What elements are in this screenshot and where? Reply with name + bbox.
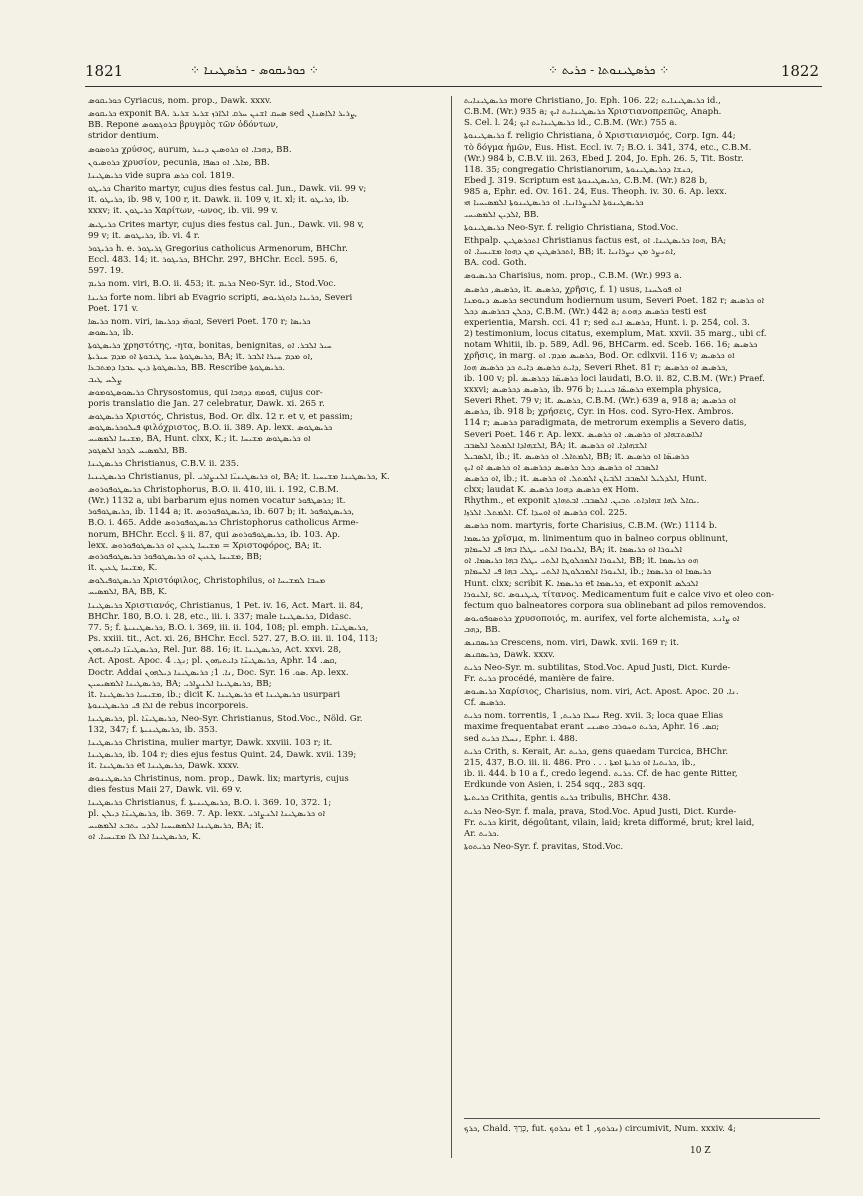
entry-line: ܟܪܝܣܛܝܢܐ Christianus, f. ܟܪܝܣܛܝܢܝܬܐ, B.O. i. 369. 10, 372. 1; (88, 798, 332, 809)
entry-line: ܟܪܝܛܝܣ Crites martyr, cujus dies festus cal. Jun., Dawk. vii. 98 v, (88, 219, 365, 230)
dictionary-entry (88, 341, 443, 386)
entry-line: 985 a, Ephr. ed. Ov. 161. 24, Eus. Theoph. iv. 30. 6. Ap. lexx. (464, 187, 727, 198)
dictionary-entry (464, 96, 819, 129)
entry-line: ܡܫܝܚܐ ܛܥܝܢ ܐܘ ܟܪܝܣܛܘܦܘܪ ܟܪܝܣܛܘܦܘܪܘܣ, BB; (88, 551, 262, 562)
dictionary-entry (88, 184, 443, 217)
dictionary-entry (464, 807, 819, 840)
entry-line: ܟܪܝܣܩܢܣ, Dawk. xxxv. (464, 649, 555, 660)
entry-line: ܟܪܝܣܛܝܢ̈ܐ ܕܐܝܬܝܗܘܢ, Rel. Jur. 88. 16; it. ܟܪܝܣܛܝܢܐ, Act. xxvi. 28, (88, 645, 342, 656)
dictionary-entry (464, 793, 819, 804)
dictionary-entry (464, 614, 819, 636)
entry-line: pl. ܟܪܝܣܛܝܢ̈ܐ ܕܝܠܢ, ib. 369. 7. Ap. lexx. ܐܘ ܟܪܝܣܛܝܢܐ ܐܠܢܨܐܪܝ (88, 809, 325, 820)
dictionary-entry (88, 158, 443, 169)
entry-line: Ethpalp. ܐܬܟܪܣܛܝܢ Christianus factus est, ܗܘܐ ܟܪܝܣܛܝܢܐ. ܐܘ, BA; (464, 235, 727, 246)
dictionary-entry (88, 293, 443, 315)
entry-line: S. Cel. l. 24; ܟܪܝܣܛܝܢܐܝܬ ܐܝܟ id., C.B.M. (Wr.) 755 a. (464, 118, 678, 129)
left-page-number: 1821 (85, 62, 124, 80)
entry-line: ܐܠܐ ܦܝ ܟܪܝܣܛܝܢܘܬܐ de rebus incorporeis. (88, 700, 249, 711)
entry-line: fectum quo balneatores corpora sua oblinebant ad pilos removendos. (464, 600, 767, 611)
dictionary-entry (88, 714, 443, 736)
right-column (464, 96, 819, 1164)
entry-line: ܟܘܪܝܩܘܣ Cyriacus, nom. prop., Dawk. xxxv. (88, 96, 272, 106)
entry-line: ܟܪܝܣܛܝܢܘܬܐ f. religio Christiana, ὁ Χριστιανισμός, Corp. Ign. 44; (464, 131, 736, 142)
entry-line: ib. ii. 444. b 10 a f., credo legend. ܟܪܝܬ. Cf. de hac gente Ritter, (464, 769, 738, 780)
dictionary-entry (464, 663, 819, 685)
entry-line: ܟܪܝܣܐ nom. viri, ܐܒܘܗ̈ܝ ܕܟܪܝܣܐ, Severi Poet. 170 r; ܟܪܝܣܐ (88, 316, 311, 327)
dictionary-entry (464, 271, 819, 282)
entry-line: ܟܪܣܝܣ, ܟܪܣܝܣ, it. ܟܪܣܝܣ, χρῆσις, f. 1) usus, ܐܘ ܦܘܠܚܢܐ (464, 284, 682, 295)
entry-line: Eccl. 483. 14; it. ܟܪܝܓܘܪ, BHChr. 297, BHChr. Eccl. 595. 6, (88, 255, 338, 266)
dictionary-entry (88, 279, 443, 290)
header-rule (85, 86, 822, 87)
entry-line: ܟܪܣܝܣ, ib. 918 b; χρήσεις, Cyr. in Hos. cod. Syro-Hex. Ambros. (464, 407, 734, 418)
entry-line: stridor dentium. (88, 131, 159, 142)
entry-line: xxxv; it. ܟܪܝܛܘܢ Χαρίτων, -ωνος, ib. vii. 99 v. (88, 206, 278, 217)
entry-line: ܟܪܝܬ Crith, s. Kerait, Ar. ܟܪܝܬ, gens quaedam Turcica, BHChr. (464, 746, 729, 757)
entry-line: 2) testimonium, locus citatus, exemplum, Mat. xxvii. 35 marg., ubi cf. (464, 329, 767, 340)
entry-line: ܐܠܕܝܢ ܐܠܡܣܝܚܝ, BB. (464, 209, 540, 220)
entry-line: ܟܪܝܬܘܬܐ Neo-Syr. f. pravitas, Stod.Voc. (464, 842, 624, 852)
entry-line: Hunt. clxx; scribit K. ܟܪܝܣܡܐ et ܟܪܝܣܡܐ, et exponit ܐܠܟܠܣ (464, 578, 699, 589)
dictionary-entry (464, 638, 819, 660)
entry-line: ܐܠܢܘܪܐ ܐܠܬܝ ܝܛܠܐ ܒܗܐ ܦܝ ܐܠܚܡܐܡ, BA; it. ܐܠܢܘܪܐ ܐܘ ܟܪܝܣܡܐ (464, 545, 683, 556)
entry-line: ܟܪܝܣܛܝܢܐ Χριστιανός, Christianus, 1 Pet. iv. 16, Act. Mart. ii. 84, (88, 600, 364, 611)
entry-line: ܟܪܝܣܛܝܢܐ ܐܠܡܣܝܚܝܢ, BA; ܟܪܝܣܛܝܢܐ ܐܠܢܨܐܪܝ, BB; (88, 678, 272, 689)
entry-line: ܨܠܚ ܛܝܒ (88, 374, 123, 385)
entry-line: ܕܗܒ, BB. (464, 625, 501, 636)
dictionary-entry (464, 711, 819, 744)
page-header (0, 0, 863, 96)
entry-line: ܡܫܝܚܐ ܐܠܡܣܝܚ, BA, Hunt. clxx, K.; it. ܐܘ ܟܪܝܣܛܘܣ ܡܫܝܚܐ (88, 434, 311, 445)
entry-line: BA. cod. Goth. (464, 258, 527, 269)
entry-line: ib. 100 v; pl. ܟܪܣܝܣ̈ܐ ܕܟܪܣܝܣ loci laudati, B.O. ii. 82, C.B.M. (Wr.) Praef. (464, 373, 765, 384)
entry-line: ܐܠܣܒܒ ܐܘ ܟܪܣܝܣ ܕܟܠ ܟܪܣܝܣ ܕܟܪܣܝܣ ܐܘ ܟܪܣܝܣ ܐܘ ܐܝܟ (464, 463, 659, 473)
entry-line: ܐܠܡܬܠ. ܐܠܪܙܐ. Cf. ܟܪܣܝܣ ܐܘ ܐܘܚܕܐ col. 225. (464, 507, 628, 518)
dictionary-entry (88, 576, 443, 598)
entry-line: ܟܪܝܣܛܝܢܐ Christianus, C.B.V. ii. 235. (88, 458, 239, 469)
entry-line: xxxvi; ܟܪܣܝܣ ܕܟܪܣܝܣ, ib. 976 b; ܟܪܣܝܣ̈ܐ ܟܝܢܝܐ exempla physica, (464, 384, 722, 395)
footer-rule (464, 1118, 820, 1119)
dictionary-entry (88, 96, 443, 107)
entry-line: ܐܬܟܪܣܛܝܢ ܡܢ ܕܗܘܐ ܡܫܝܚܝܐ. ܐܘ, BB; it. ܐܬܢܨܪ ܡܢ ܢܨܪܐܢܝܐ, (464, 247, 676, 258)
entry-line: Ar. ܟܪܝܬ. (464, 828, 500, 839)
dictionary-entry (88, 109, 443, 142)
entry-line: ܟܪܝܣܩܢܣ Crescens, nom. viri, Dawk. xvii. 169 r; it. (464, 638, 680, 649)
dictionary-entry (464, 842, 819, 853)
entry-line: ܟܪܝܣܛܝܢܐ, ib. 104 r; dies ejus festus Quint. 24, Dawk. xvii. 139; (88, 749, 357, 760)
entry-line: ܟܪܝܣܘܣ, ib. (88, 327, 134, 338)
dictionary-entry (88, 472, 443, 483)
entry-line: ܟܪܝܡ nom. viri, B.O. ii. 453; it. ܟܪܝܡ Neo-Syr. id., Stod.Voc. (88, 279, 336, 290)
gathering-signature: 10 Z (690, 1146, 711, 1156)
entry-line: ܟܪܝܢܐ forte nom. libri ab Evagrio scripti, ܟܪܝܢܐ ܕܐܘܓܪܝܘܣ, Severi (88, 292, 353, 303)
entry-line: ܟܪܝܬ Neo-Syr. f. mala, prava, Stod.Voc. Apud Justi, Dict. Kurde- (464, 806, 737, 817)
dictionary-entry (464, 687, 819, 709)
entry-line: C.B.M. (Wr.) 935 a; ܟܪܝܣܛܝܢܐܝܬ ܐܝܟ Χριστιανοπρεπῶς, Anaph. (464, 107, 722, 118)
entry-line: ܟܪܝܣܛܝܢܘܬܐ ܐܠܢܨܪܐܢܝܐ. ܐܘ ܟܪܝܣܛܝܢܘܬܐ ܐܠܡܣܝܚܝܐ ܗܝ (464, 198, 644, 209)
entry-line: ܟܪܝܣܝܘܣ Χαρίσιος, Charisius, nom. viri, Act. Apost. Apoc. ܢܐ. 20. (464, 686, 739, 697)
dictionary-entry (88, 738, 443, 771)
entry-line: ܟܪܝܓܘܪ h. e. ܓܪܝܓܘܪ Gregorius catholicus Armenorum, BHChr. (88, 243, 348, 254)
entry-line: Ebed J. 319. Scriptum est ܟܪܝܣܛܝܢܘܬܐ, C.B.M. (Wr.) 828 b, (464, 176, 708, 187)
entry-line: ܟܪܝܬ nom. torrentis, ܢܚܠܐ ܟܪܝܬ, 1 Reg. xvii. 3; loca quae Elias (464, 711, 724, 722)
entry-line: (Wr.) 1132 a, ubi barbarum ejus nomen vocatur ܟܪܣܛܦܘܪ; it. (88, 496, 346, 507)
entry-line: BHChr. 180, B.O. i. 28, etc., iii. i. 337; male ܟܪܝܣܛܝܢܐ, Didasc. (88, 611, 352, 622)
entry-line: it. ܡܫܝܚܝܐ ܟܪܝܣܛܝܢܐ, ib.; dicit K. ܟܪܝܣܛܝܢܐ et ܟܪܝܣܛܝܢܐ usurpari (88, 689, 341, 700)
entry-line: ܟܪܘܣܘܦܘܝܘܣ χρυσοποιός, m. aurifex, vel forte alchemista, ܐܘ ܨܐܢܥ (464, 614, 740, 625)
entry-line: clxx; laudat K. ܟܪܣܝܣ ܕܗܘܐ ܟܪܣܝܣ ex Hom. (464, 485, 639, 496)
entry-line: ܟܪܝܣܛܝܢܐ ܐܠܡܣܝܚܝܐ ܐܠܕܝ ܝܬܒܥ ܐܠܡܣܝܚ, BA; it. (88, 820, 264, 831)
entry-line: Doctr. Addai ܢܐ. 1; ܟܪܝܣܛܝܢܐ ܕܝܠܗܘܢ, Doc. Syr. ܣܘ. 16. Ap. lexx. (88, 667, 349, 678)
entry-line: ܟܪܝܣܛܘܬܐ χρηστότης, -ητα, bonitas, benignitas, ܚܝܪ ܐܠܒܪ. ܐܘ (88, 341, 332, 352)
dictionary-entry (88, 412, 443, 457)
entry-line: ܕܐܝܬ ܟܪܣܝܣ ܕܐܝܬ ܟܕ ܟܪܣܝܣ ܗܘܐ, Severi Rhet. 81 r; ܟܪܣܝܣ ܐܘ ܟܪܣܝܣ, (464, 362, 728, 373)
entry-line: Act. Apost. Apoc. ܢܓ. 4; pl. ܟܪܝܣܛܝܢ̈ܐ ܕܐܝܬܝܗܘܢ, Aphr. ܩܣ. 14, (88, 656, 338, 667)
entry-line: poris translatio die Jan. 27 celebratur, Dawk. xi. 265 r. (88, 398, 325, 409)
dictionary-entry (464, 534, 819, 612)
entry-line: Poet. 171 v. (88, 303, 139, 314)
entry-line: dies festus Maii 27, Dawk. vii. 69 v. (88, 785, 242, 796)
entry-line: Erdkunde von Asien, i. 254 sqq., 283 sqq. (464, 780, 646, 791)
entry-line: 118. 35; congregatio Christianorum, ܟܢܫܐ ܕܟܪܝܣܛܝܢܘܬܐ, (464, 164, 694, 175)
entry-line: it. ܡܫܝܚܐ ܛܥܝܢ, K. (88, 563, 158, 574)
entry-line: maxime frequentabat erant ܟܪܝܬ ܘܚܘܪܒ ܘܣܝܢܝ, Aphr. ܩܣ. 16; (464, 722, 720, 733)
entry-line: ܟܪܝܣܛܘܦܘܪܘܣ Christophorus, B.O. ii. 410, iii. i. 192, C.B.M. (88, 485, 339, 495)
entry-line: experientia, Marsh. cci. 41 r; sed ܟܪܣܝܣ ܐܝܬ, Hunt. i. p. 254, col. 3. (464, 317, 750, 328)
entry-line: 215, 437, B.O. iii. ii. 486. Pro . . . ܟܪܝܬܝܐ ܐܘ ܟܪܝܬܐ ܐܡܬܐ, ib., (464, 757, 696, 768)
entry-line: Fr. ܟܪܝܬ procédé, manière de faire. (464, 673, 615, 684)
entry-line: ܟܪܘܣܝܘܢ χρυσίον, pecunia, ܡܐܠ. ܐܘ ܟܣܦܐ, BB. (88, 157, 270, 168)
entry-line: 99 v; it. ܟܪܝܛܘܣ, ib. vi. 4 r. (88, 230, 200, 241)
dictionary-entry (88, 145, 443, 156)
entry-line: Cf. ܟܪܣܝܣ. (464, 698, 506, 709)
entry-line: ܟܪܝܬܝܬܐ Crithita, gentis ܟܪܝܬ tribulis, BHChr. 438. (464, 793, 671, 804)
footer-entry: ܟܪܟ, Chald. כְּרַךְ, fut. ܢܟܪܘܟ et ܢܟܪܘܟ, 1) circumivit, Num. xxxiv. 4; (464, 1124, 737, 1134)
entry-line: ܟܪܝܣܛܝܢܐ, pl. ܟܪܝܣܛܝܢ̈ܐ, Neo-Syr. Christianus, Stod.Voc., Nöld. Gr. (88, 714, 363, 725)
right-running-head: ⁘ ܟܪܣܛܝܢܘܬܐ - ܟܪܝܬ ⁘ (548, 63, 670, 77)
entry-line: ܟܪܣܝܣ ܕܝܘܡܢܐ secundum hodiernum usum, Severi Poet. 182 r; ܐܘ ܟܪܣܝܣ (464, 295, 765, 306)
entry-line: ܟܪܝܣܛܘܦܘܪ, ib. 1144 a; it. ܟܪܝܣܛܘܦܘܪܘܣ, ib. 607 b; it. ܟܪܝܣܛܘܦܘܪ, (88, 507, 355, 518)
dictionary-entry (88, 459, 443, 470)
entry-line: τὸ δόγμα ἡμῶν, Eus. Hist. Eccl. iv. 7; B.O. i. 341, 374, etc., C.B.M. (464, 142, 752, 153)
dictionary-entry (464, 236, 819, 269)
entry-line: 597. 19. (88, 266, 124, 277)
entry-line: ܟܪܝܛܘ Charito martyr, cujus dies festus cal. Jun., Dawk. vii. 99 v; (88, 184, 367, 195)
entry-line: it. ܟܪܝܣܛܝܢܐ et ܟܪܝܣܛܝܢܐ, Dawk. xxxv. (88, 760, 239, 771)
entry-line: B.O. i. 465. Adde ܟܪܝܣܛܘܦܘܪܘܣ Christophorus catholicus Arme- (88, 518, 359, 529)
entry-line: ܐܠܢܘܪܐ, sc. ܛܝܛܢܘܣ τίτανος. Medicamentum fuit e calce vivo et oleo con- (464, 589, 775, 600)
dictionary-entry (464, 223, 819, 234)
entry-line: ܟܪܝܣܛܝܢܝܐ Christianus, pl. ܐܘ ܟܪܝܣܛܝܢܝ̈ܐ ܐܠܢܨܐܪܝ, BA; it. ܟܪܝܣܛܝܢܐ ܡܫܝܚܝܐ, K. (88, 471, 390, 482)
entry-line: ܟܪܝܣܘܣܛܘܡܘܣ Chrysostomus, qui ܦܘܡܗ ܕܕܗܒܐ, cujus cor- (88, 387, 323, 398)
entry-line: ܟܪܝܣܛܝܢܘܣ Christinus, nom. prop., Dawk. lix; martyris, cujus (88, 773, 349, 784)
dictionary-entry (88, 244, 443, 277)
entry-line: ܟܪܝܣܛܝܢܐܝܬ more Christiano, Jo. Eph. 106. 22; ܟܪܝܣܛܝܢܐܝܬ id., (464, 96, 721, 106)
entry-line: ܟܪܝܣܛܝܢܐ ܐܠܐ ܠܐ ܡܫܝܚܝܐ. ܐܘ, K. (88, 831, 201, 842)
entry-line: Ps. xxiii. tit., Act. xi. 26, BHChr. Eccl. 527. 27, B.O. iii. ii. 104, 113; (88, 634, 378, 645)
left-column (88, 96, 443, 1164)
entry-line: ܐܠܡܣܝܚ ܠܕܟܪ ܐܠܣܓܘܕ, BB. (88, 445, 188, 456)
entry-line: (Wr.) 984 b, C.B.V. iii. 263, Ebed J. 204, Jo. Eph. 26. 5, Tit. Bostr. (464, 153, 744, 164)
entry-line: Fr. ܟܪܝܬ kirit, dégoûtant, vilain, laid; kreta difformé, brut; krel laid, (464, 817, 755, 828)
dictionary-entry (464, 747, 819, 792)
dictionary-entry (464, 285, 819, 519)
entry-line: ܟܪܝܣܛܝܢܘܬܐ Neo-Syr. f. religio Christiana, Stod.Voc. (464, 222, 679, 233)
entry-line: 77. 5; f. ܟܪܝܣܛܝܢܝܬܐ, B.O. i. 369, iii. ii. 104, 108; pl. emph. ܟܪܝܣܛܝܢ̈ܐ, (88, 622, 369, 633)
dictionary-entry (88, 774, 443, 796)
entry-line: sed ܢܚܠܐ ܟܪܝܬ, Ephr. i. 488. (464, 733, 578, 744)
entry-line: ܟܪܝܣܛܘܦܝܠܘܣ Χριστόφιλος, Christophilus, ܡܚܒܐ ܠܡܫܝܚܐ ܐܘ (88, 576, 326, 587)
entry-line: ܟܪܝܣܡܐ χρῖσμα, m. linimentum quo in balneo corpus oblinunt, (464, 533, 729, 544)
entry-line: Rhythm., et exponit ܝܩܐܠ ܠܗܐ ܫܗܐܕܐܬ. ܬܒܝܢ. ܐܠܣܒܒ. ܐܒܬܗܐܓ. (464, 496, 700, 507)
dictionary-entry (88, 798, 443, 843)
entry-line: notam Whitii, ib. p. 589, Adl. 96, BHCarm. ed. Sceb. 166. 16; ܟܪܣܝܣ (464, 340, 758, 351)
entry-line: ܐܘ ܟܪܣܝܣ, ib.; it. ܐܠܕܠܝܠ ܐܠܣܒܒ ܐܠܒܝܐܢ ܐܠܡܬܠ. ܐܘ ܟܪܣܝܣ, Hunt. (464, 474, 707, 485)
dictionary-entry (88, 388, 443, 410)
dictionary-entry (88, 485, 443, 574)
entry-line: it. ܟܪܝܛܘ, ib. 98 v, 100 r, it. Dawk. ii. 109 v, it. xl; it. ܟܪܝܛܘ, ib. (88, 195, 350, 206)
entry-line: 132, 347; f. ܟܪܝܣܛܝܢܝܬܐ, ib. 353. (88, 725, 218, 736)
entry-line: ܕܟܠܢ ܒܟܪܣܝܣ ܕܟܠ, C.B.M. (Wr.) 442 a; ܟܪܣܝܣ ܕܗܘܬ testi est (464, 306, 707, 317)
entry-line: 114 r; ܟܪܣܝܣ paradigmata, de metrorum exemplis a Severo datis, (464, 418, 747, 429)
column-divider (451, 96, 452, 1158)
entry-line: ܐܠܡܣܝܚ, BA, BB, K. (88, 587, 168, 598)
dictionary-entry (88, 220, 443, 242)
right-page-number: 1822 (780, 62, 819, 80)
entry-line: ܟܪܝܣܛܝܢܐ vide supra ܟܪܣ col. 1819. (88, 170, 235, 181)
entry-line: ܟܪܝܣܛܘܣ Χριστός, Christus, Bod. Or. dlx. 12 r. et v, et passim; (88, 412, 353, 423)
dictionary-entry (88, 171, 443, 182)
entry-line: ܟܪܝܩܘܣ exponit BA. ܣܚܩ ܐܫܢܢ ܚܪܩ ܐܠܐܪܙ ܫܪܝܪ ܫܪܝܪ sed ܨܪܝܪ ܐܠܐܣܢܐܢ, (88, 109, 358, 120)
entry-line: ܟܪܝܣܝܘܣ Charisius, nom. prop., C.B.M. (Wr.) 993 a. (464, 271, 682, 282)
entry-line: ܟܪܝܣܛܘܬܐ ܕܝܢ ܥܒܕܐ ܕܡܬܒܥܐ, BB. Rescribe ܟܪܝܣܛܘܬܐ. (88, 363, 286, 374)
entry-line: Severi Rhet. 79 v; it. ܟܪܣܝܣ, C.B.M. (Wr.) 639 a, 918 a; ܐܘ ܟܪܣܝܣ (464, 396, 736, 407)
entry-line: ܐܠܣܒܝܠ, ib.; it. ܐܠܡܬܐܠ. ܐܘ ܟܪܣܝܣ, BB; it. ܟܪܣܝܣ̈ܐ ܐܘ ܟܪܣܝܣ (464, 451, 690, 462)
entry-line: ܟܪܝܣܛܘܬܐ ܚܝܪ ܛܝܒܘܬܐ ܐܘ ܡܕܡ ܚܝܪܝܬܐ, BA; it. ܐܘ ܡܕܡ ܚܝܪܐ ܐܠܒܪ, (88, 352, 313, 363)
dictionary-entry (88, 317, 443, 339)
entry-line: ܐܠܫܗܐܕܐ ܐܠܡܬܠ ܐܠܣܒܒ, BA; it. ܐܠܫܗܐܕܐ. ܐܘ ܟܪܣܝܣ (464, 440, 647, 451)
entry-line: ܐܠܢܘܪܐ ܐܠܡܟܠܘܛܐ ܐܠܬܝ ܝܛܠܐ ܒܗܐ ܟܪܝܣܡܐ. ܐܘ, BB; it. ܗܘ ܟܪܝܣܡܐ (464, 556, 699, 567)
entry-line: ܟܪܣܝܣ nom. martyris, forte Charisius, C.B.M. (Wr.) 1114 b. (464, 520, 718, 531)
entry-line: ܟܪܘܣܘܣ χρύσος, aurum, ܕܗܒܐ. ܐܘ ܟܪܘܣܝܢ ܕܝܢܪ, BB. (88, 144, 292, 155)
dictionary-entry (464, 131, 819, 220)
entry-line: ܟܪܝܬ Neo-Syr. m. subtilitas, Stod.Voc. Apud Justi, Dict. Kurde- (464, 662, 731, 673)
entry-line: χρῆσις, in marg. ܟܪܣܝܣ ܡܕܡ. ܐܘ, Bod. Or. cdlxvii. 116 v; ܐܘ ܟܪܣܝܣ (464, 351, 735, 362)
entry-line: BB. Repone ܒܪܘܓܡܘܣ βρυγμὸς τῶν ὀδόντων, (88, 120, 279, 131)
entry-line: lexx. ܡܫܝܚܐ ܛܥܝܢ ܐܘ ܟܪܝܣܛܘܦܘܪܘܣ = Χριστοφόρος, BA; it. (88, 540, 322, 551)
dictionary-entry (88, 601, 443, 713)
entry-line: ܦܝܠܘܟܪܝܣܛܘܣ φιλόχριστος, B.O. ii. 389. Ap. lexx. ܟܪܝܣܛܘܣ (88, 423, 333, 434)
dictionary-entry (464, 521, 819, 532)
entry-line: ܐܠܢܘܪܐ ܐܠܡܟܠܘܛܐ ܐܠܬܝ ܝܛܠܝ ܒܗܐ ܦܝ ܐܠܚܡܐܡ, ib.; ܟܪܝܣܡܐ ܐܘ ܟܪܝܣܡܐ (464, 567, 712, 578)
left-running-head: ⁘ ܟܘܪܝܩܘܣ - ܟܪܣܛܝܢܐ ⁘ (190, 63, 319, 77)
entry-line: norum, BHChr. Eccl. § ii. 87, qui ܟܪܝܣܛܘܦܘܪܘܣ, ib. 103. Ap. (88, 529, 341, 540)
entry-line: ܟܪܝܣܛܝܢܐ Christina, mulier martyr, Dawk. xxviii. 103 r; it. (88, 738, 333, 749)
entry-line: Severi Poet. 146 r. Ap. lexx. ܐܠܐܣܬܫܗܐܕ ܐܘ ܟܪܣܝܣ. ܐܘ ܟܪܣܝܣ (464, 429, 703, 440)
